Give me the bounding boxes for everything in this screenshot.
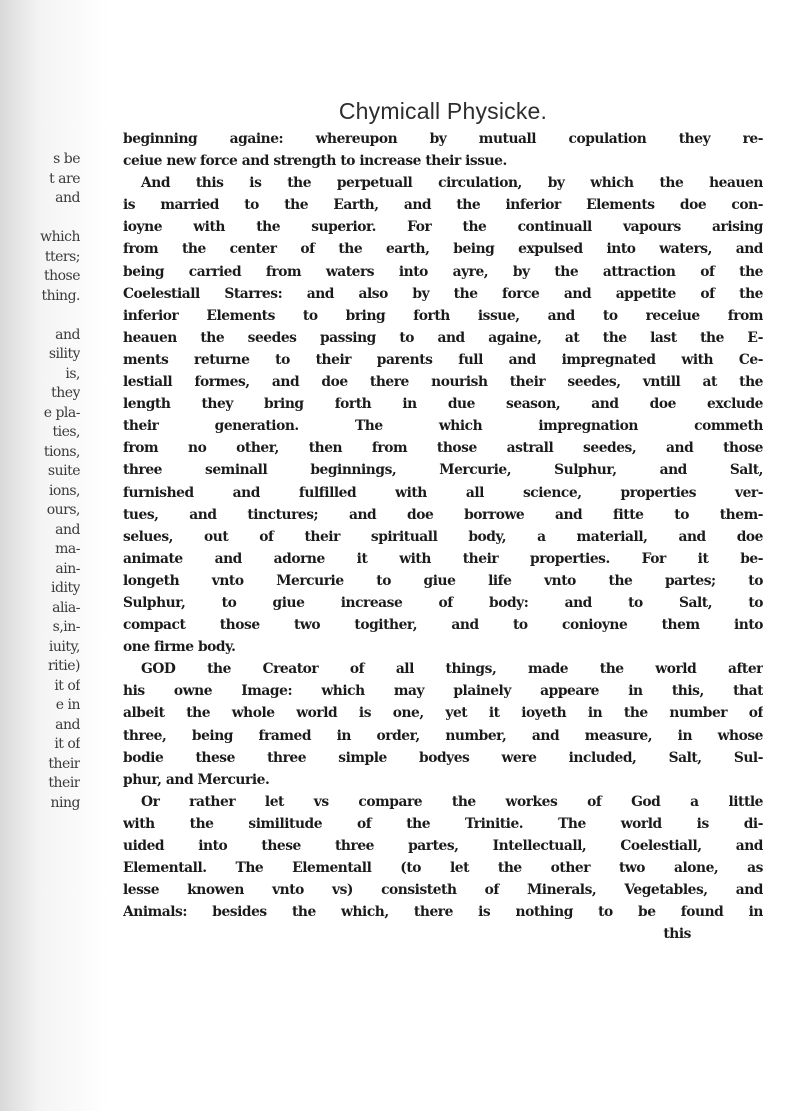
gutter-fragment: e pla- [43, 404, 80, 421]
catchword: this [663, 926, 691, 943]
text-line: lestiall formes, and doe there nourish their seedes, vntill at the [123, 374, 763, 391]
text-line: phur, and Mercurie. [123, 771, 270, 788]
gutter-fragment [0, 209, 80, 229]
text-line: heauen the seedes passing to and againe, at the last the E- [123, 329, 763, 346]
gutter-fragment: s be [53, 151, 80, 167]
text-line: albeit the whole world is one, yet it ioyeth in the number of [123, 705, 763, 722]
text-line: Elementall. The Elementall (to let the other two alone, as [123, 860, 763, 877]
text-line: ioyne with the superior. For the continuall vapours arising [123, 219, 763, 236]
running-head: Chymicall Physicke. [338, 98, 548, 124]
gutter-fragment: which [40, 229, 80, 245]
text-line: being carried from waters into ayre, by the attraction of the [123, 263, 763, 280]
text-line: Sulphur, to giue increase of body: and to Salt, to [123, 594, 763, 611]
book-page [123, 98, 763, 945]
text-line: Or rather let vs compare the workes of God a little [141, 793, 763, 810]
gutter-fragment [0, 306, 80, 326]
gutter-fragment: thing. [41, 287, 80, 304]
gutter-fragment: their [48, 755, 80, 772]
gutter-fragment: e in [55, 697, 80, 713]
gutter-fragment: s,in- [52, 619, 80, 635]
text-line: their generation. The which impregnation commeth [123, 418, 763, 435]
gutter-fragment: suite [47, 463, 80, 479]
gutter-fragment: ain- [55, 560, 80, 577]
gutter-fragment: ties, [52, 424, 80, 440]
text-line: animate and adorne it with their properties. For it be- [123, 550, 763, 567]
text-line: his owne Image: which may plainely appeare in this, that [123, 683, 763, 700]
gutter-fragment: iuity, [48, 638, 80, 655]
gutter-fragment: idity [51, 580, 80, 596]
gutter-fragment: ours, [46, 502, 80, 518]
facing-page-fragments [0, 150, 80, 813]
text-line: GOD the Creator of all things, made the world after [141, 661, 763, 678]
gutter-fragment: ma- [55, 541, 80, 557]
gutter-fragment: tions, [43, 443, 80, 460]
gutter-fragment: and [55, 521, 80, 538]
text-line: three, being framed in order, number, and measure, in whose [123, 727, 763, 744]
text-line: ceiue new force and strength to increase their issue. [123, 153, 507, 170]
gutter-fragment: they [51, 385, 80, 401]
text-line: ments returne to their parents full and impregnated with Ce- [123, 351, 763, 368]
text-line: Animals: besides the which, there is nothing to be found in [123, 904, 763, 921]
text-line: lesse knowen vnto vs) consisteth of Minerals, Vegetables, and [123, 882, 763, 899]
gutter-fragment: and [55, 190, 80, 206]
gutter-fragment: and [55, 326, 80, 343]
text-line: inferior Elements to bring forth issue, and to receiue from [123, 307, 763, 324]
text-line: selues, out of their spirituall body, a materiall, and doe [123, 528, 763, 545]
gutter-fragment: and [55, 716, 80, 733]
gutter-fragment: t are [49, 170, 80, 187]
text-line: compact those two togither, and to conioyne them into [123, 617, 763, 634]
text-line: length they bring forth in due season, and doe exclude [123, 396, 763, 413]
text-line: with the similitude of the Trinitie. The world is di- [123, 815, 763, 832]
gutter-fragment: sility [48, 346, 80, 362]
gutter-fragment: it of [54, 677, 80, 694]
text-line: tues, and tinctures; and doe borrowe and fitte to them- [123, 506, 763, 523]
text-line: one firme body. [123, 639, 236, 656]
text-line: And this is the perpetuall circulation, by which the heauen [141, 175, 763, 192]
text-line: bodie these three simple bodyes were included, Salt, Sul- [123, 749, 763, 766]
gutter-fragment: tters; [44, 248, 80, 265]
text-line: three seminall beginnings, Mercurie, Sulphur, and Salt, [123, 462, 763, 479]
text-line: longeth vnto Mercurie to giue life vnto the partes; to [123, 572, 763, 589]
text-line: beginning againe: whereupon by mutuall copulation they re- [123, 131, 763, 147]
gutter-fragment: ritie) [47, 658, 80, 674]
gutter-fragment: is, [65, 365, 80, 382]
text-line: uided into these three partes, Intellectuall, Coelestiall, and [123, 838, 763, 854]
text-line: is married to the Earth, and the inferior Elements doe con- [123, 197, 763, 214]
text-line: Coelestiall Starres: and also by the force and appetite of the [123, 285, 763, 302]
gutter-fragment: it of [54, 736, 80, 752]
text-line: from no other, then from those astrall seedes, and those [123, 440, 763, 457]
gutter-fragment: their [48, 775, 80, 791]
text-line: from the center of the earth, being expulsed into waters, and [123, 241, 763, 258]
page-body [123, 128, 763, 945]
facing-page-gutter [0, 0, 108, 1111]
gutter-fragment: ning [50, 794, 80, 811]
text-line: furnished and fulfilled with all science, properties ver- [123, 484, 763, 501]
gutter-fragment: alia- [52, 599, 80, 616]
gutter-fragment: ions, [48, 482, 80, 499]
gutter-fragment: those [43, 268, 80, 284]
